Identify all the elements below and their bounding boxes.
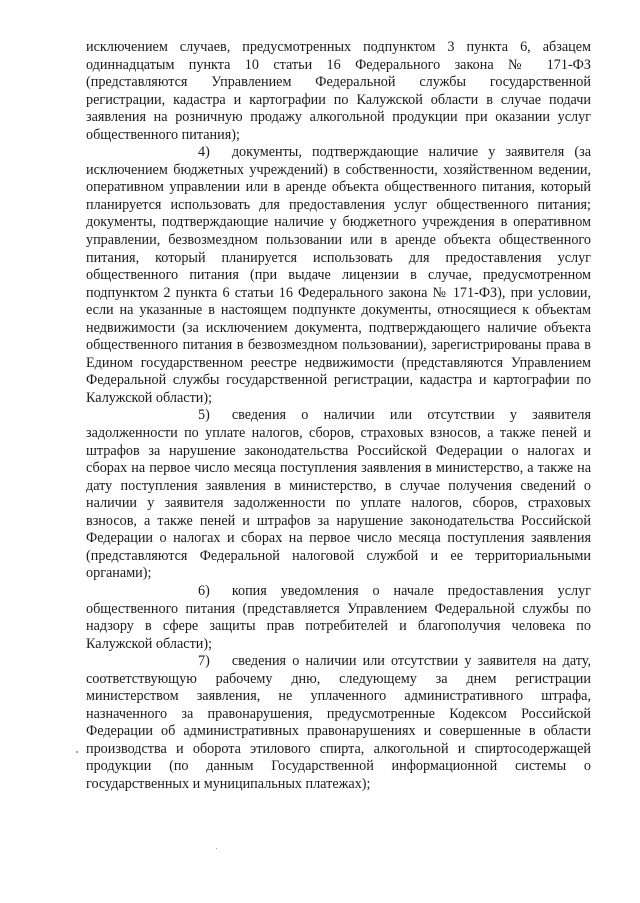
item-5-number: 5) <box>198 407 210 424</box>
item-7-paragraph <box>86 653 591 793</box>
item-6-number: 6) <box>198 582 210 599</box>
item-4-text: документы, подтверждающие наличие у заявителя (за исключением бюджетных учреждений) в собственности, хозяйственном ведении, оперативном управлении или в аренде объекта общественного питания, который планируется использовать для предоставления услуг общественного питания; документы, подтверждающие наличие у бюджетного учреждения в оперативном управлении, безвозмездном пользовании или в аренде объекта общественного питания, который планируется использовать для предоставления услуг общественного питания (при выдаче лицензии в случае, предусмотренном подпунктом 2 пункта 6 статьи 16 Федерального закона № 171-ФЗ), при условии, если на указанные в настоящем подпункте документы, относящиеся к объектам недвижимости (за исключением документа, подтверждающего наличие объекта общественного питания в безвозмездном пользовании), зарегистрированы права в Едином государственном реестре недвижимости (представляются Управлением Федеральной службы государственной регистрации, кадастра и картографии по Калужской области); <box>86 144 591 406</box>
item-7-number: 7) <box>198 653 210 670</box>
item-4-paragraph <box>86 144 591 407</box>
scan-speck <box>216 848 217 849</box>
continuation-paragraph: исключением случаев, предусмотренных подпунктом 3 пункта 6, абзацем одиннадцатым пункта 10 статьи 16 Федерального закона № 171-ФЗ (представляются Управлением Федеральной службы государственной регистрации, кадастра и картографии по Калужской области в случае подачи заявления на розничную продажу алкогольной продукции при оказании услуг общественного питания); <box>86 39 591 143</box>
item-5-text: сведения о наличии или отсутствии у заявителя задолженности по уплате налогов, сборов, страховых взносов, а также пеней и штрафов за нарушение законодательства Российской Федерации о налогах и сборах на первое число месяца поступления заявления в министерство, а также на дату поступления заявления в министерство, в случае получения сведений о наличии у заявителя задолженности по уплате налогов, сборов, страховых взносов, а также пеней и штрафов за нарушение законодательства Российской Федерации о налогах и сборах на первое число месяца поступления заявления (представляются Федеральной налоговой службой и ее территориальными органами); <box>86 407 591 582</box>
item-6-text: копия уведомления о начале предоставления услуг общественного питания (представляется Управлением Федеральной службы по надзору в сфере защиты прав потребителей и благополучия человека по Калужской области); <box>86 582 591 652</box>
document-body <box>86 39 591 794</box>
item-4-number: 4) <box>198 144 210 161</box>
item-7-text: сведения о наличии или отсутствии у заявителя на дату, соответствующую рабочему дню, следующему за днем регистрации министерством заявления, не уплаченного административного штрафа, назначенного за правонарушения, предусмотренные Кодексом Российской Федерации об административных правонарушениях и совершенные в области производства и оборота этилового спирта, алкогольной и спиртосодержащей продукции (по данным Государственной информационной системы о государственных и муниципальных платежах); <box>86 653 591 792</box>
scan-speck <box>76 751 78 753</box>
item-6-paragraph <box>86 583 591 653</box>
item-5-paragraph <box>86 407 591 582</box>
